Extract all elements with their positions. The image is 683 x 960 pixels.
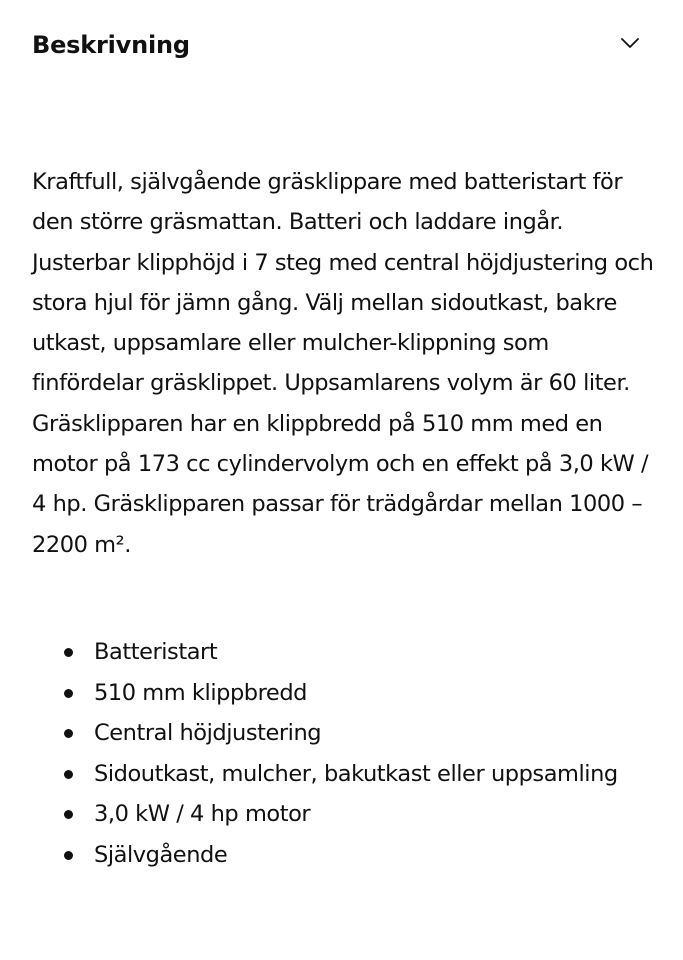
feature-list [32, 632, 672, 875]
bullet-icon [64, 770, 73, 779]
feature-item [32, 835, 672, 876]
bullet-icon [64, 851, 73, 860]
feature-label: Självgående [94, 841, 228, 868]
feature-label: Batteristart [94, 639, 218, 665]
feature-item [32, 673, 672, 714]
bullet-icon [64, 810, 73, 819]
feature-label: Central höjdjustering [94, 720, 322, 746]
feature-label: 510 mm klippbredd [94, 679, 307, 706]
feature-item [32, 632, 672, 673]
feature-item [32, 713, 672, 754]
chevron-down-icon[interactable] [620, 36, 640, 50]
feature-item [32, 794, 672, 835]
feature-label: 3,0 kW / 4 hp motor [94, 801, 311, 827]
description-accordion-header[interactable] [0, 0, 683, 92]
bullet-icon [64, 689, 73, 698]
section-title: Beskrivning [32, 31, 190, 59]
bullet-icon [64, 648, 73, 657]
description-text: Kraftfull, självgående gräsklippare med batteristart för den större gräsmattan. Batteri och laddare ingår. Justerbar klipphöjd i 7 steg med central höjdjustering och stora hjul för jämn gång. Välj mellan sidoutkast, bakre utkast, uppsamlare eller mulcher-klippning som finfördelar gräsklippet. Uppsamlarens volym är 60 liter. Gräsklipparen har en klippbredd på 510 mm med en motor på 173 cc cylindervolym och en effekt på 3,0 kW / 4 hp. Gräsklipparen passar för trädgårdar mellan 1000 – 2200 m². [32, 169, 654, 558]
feature-label: Sidoutkast, mulcher, bakutkast eller uppsamling [94, 760, 618, 787]
feature-item [32, 754, 672, 795]
bullet-icon [64, 729, 73, 738]
